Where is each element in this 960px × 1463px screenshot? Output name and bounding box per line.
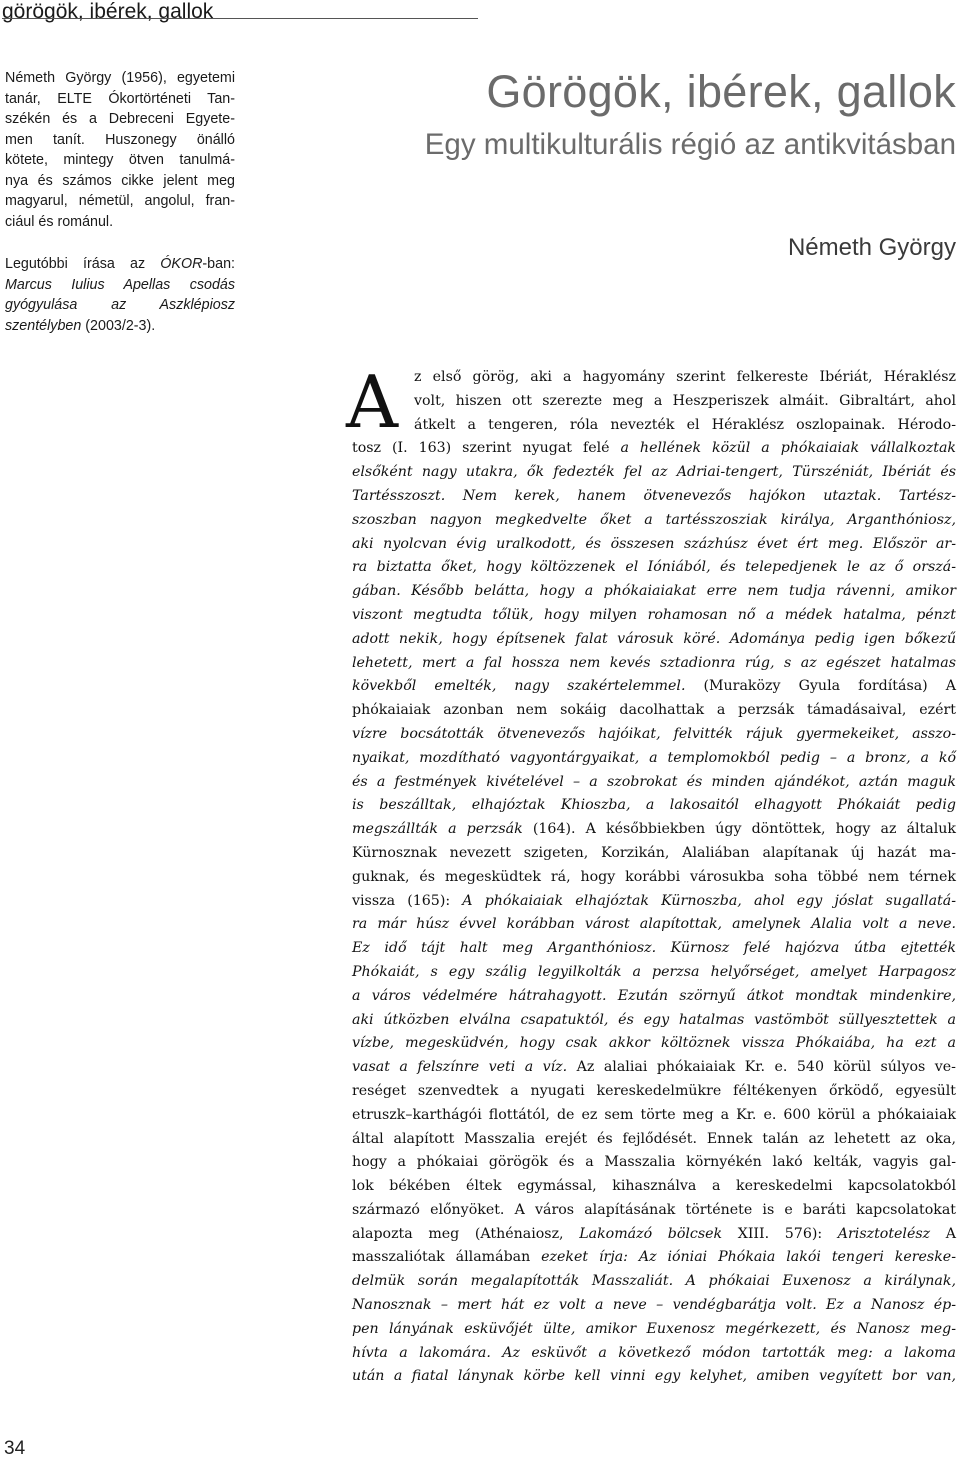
latest-article-title: Marcus Iulius Apellas csodás gyógyulása az Aszklépiosz szentélyben <box>5 276 235 334</box>
body-line: is beszálltak, elhajóztak Khioszba, a lakosaitól elhagyott Phókaiát pedig <box>352 797 956 814</box>
body-line: Tartésszoszt. Nem kerek, hanem ötvenevezős hajókon utaztak. Tartész- <box>352 487 956 504</box>
body-line: ra biztatta őket, hogy költözzenek el Ióniából, és telepedjenek le az ő orszá- <box>352 559 956 576</box>
article-body <box>346 360 957 1389</box>
body-line: reséget szenvedtek a nyugati kereskedelmükre féltékenyen őrködő, egyesült <box>352 1082 956 1099</box>
body-line: Phókaiát, s egy szálig legyilkolták a perzsa helyőrséget, amelyet Harpagosz <box>352 963 956 980</box>
body-line: Nanosznak – mert hát ez volt a neve – vendégbarátja volt. Ez a Nanosz ép- <box>352 1297 956 1314</box>
article-title: Görögök, ibérek, gallok <box>486 66 956 117</box>
body-line: gában. Később belátta, hogy a phókaiaiakat erre nem tudja rávenni, amikor <box>352 583 956 600</box>
body-line: aki nyolcvan évig uralkodott, és összesen százhúsz évet ért meg. Először ar- <box>352 535 956 552</box>
latest-suffix: (2003/2-3). <box>81 317 156 334</box>
body-line: adott nekik, hogy építsenek falat városuk köré. Adománya pedig igen bőkezű <box>352 630 956 647</box>
bio-line: tanár, ELTE Ókortörténeti Tan- <box>5 90 235 107</box>
journal-name: ÓKOR <box>160 256 203 272</box>
body-line: alapozta meg (Athénaiosz, Lakomázó bölcsek XIII. 576): Arisztotelész A <box>352 1225 956 1242</box>
body-line: lehetett, mert a fal hossza nem kevés sztadionra rúg, s az egészet hatalmas <box>352 654 956 671</box>
body-line: z első görög, aki a hagyomány szerint felkereste Ibériát, Héraklész <box>414 369 956 385</box>
bio-line: nya és számos cikke jelent meg <box>5 172 235 189</box>
bio-line: kötete, mintegy ötven tanulmá- <box>5 152 235 168</box>
bio-line: Németh György (1956), egyetemi <box>5 70 235 86</box>
author-bio <box>5 68 235 232</box>
body-line: masszaliótak államában ezeket írja: Az ióniai Phókaia lakói tengeri kereske- <box>352 1249 956 1266</box>
body-line: elsőként nagy utakra, ők fedezték fel az Adriai-tengert, Türszéniát, Ibériát és <box>352 464 956 481</box>
body-line: a város védelmére hátrahagyott. Ezután szörnyű átkot mondtak mindenkire, <box>352 987 956 1004</box>
body-line: Kürnosznak nevezett szigeten, Korzikán, Alaliában alapítanak új hazát ma- <box>352 844 956 861</box>
body-line: nyaikat, mozdítható vagyontárgyaikat, a templomokból pedig – a bronz, a kő <box>352 749 956 766</box>
body-line: delmük során megalapították Masszaliát. A phókaiai Euxenosz a királynak, <box>352 1273 956 1290</box>
body-line: kövekből emelték, nagy szakértelemmel. (Muraközy Gyula fordítása) A <box>352 678 956 695</box>
body-line: hogy a phókaiai görögök és a Masszalia környékén lakó kelták, vagyis gal- <box>352 1154 956 1171</box>
body-line: után a fiatal lánynak körbe kell vinni egy kelyhet, amiben vegyített bor van, <box>352 1368 956 1385</box>
body-line: szoszban nagyon megkedvelte őket a tartésszosziak királya, Arganthóniosz, <box>352 511 956 528</box>
running-head: görögök, ibérek, gallok <box>2 0 214 23</box>
body-line: által alapított Masszalia erejét és fejlődését. Ennek talán az lehetett az oka, <box>352 1130 956 1147</box>
body-line: vissza (165): A phókaiaiak elhajóztak Kürnoszba, ahol egy jóslat sugallatá- <box>352 892 956 909</box>
body-line: vízbe, megesküdvén, hogy csak akkor költöznek vissza Phókaiába, ha ezt a <box>352 1035 956 1052</box>
article-subtitle: Egy multikulturális régió az antikvitásban <box>424 128 956 161</box>
article-author: Németh György <box>787 234 956 261</box>
body-line: és a festmények kivételével – a szobrokat és minden ajándékot, aztán maguk <box>352 773 956 790</box>
author-sidebar <box>5 68 235 336</box>
header-rule <box>2 18 478 19</box>
bio-line: ciául és románul. <box>5 213 114 230</box>
body-line: pen lányának esküvőjét ülte, amikor Euxenosz megérkezett, és Nanosz meg- <box>352 1320 956 1337</box>
body-line: tosz (I. 163) szerint nyugat felé a hellének közül a phókaiaiak vállalkoztak <box>352 440 956 457</box>
page-number: 34 <box>4 1438 26 1459</box>
bio-line: magyarul, németül, angolul, fran- <box>5 193 235 209</box>
body-line: ra már húsz évvel korábban várost alapítottak, amelynek Alalia volt a neve. <box>352 916 956 933</box>
body-line: vízre bocsátották ötvenevezős hajóikat, felvitték rájuk gyermekeiket, asszo- <box>352 725 956 742</box>
body-line: Ez idő tájt halt meg Arganthóniosz. Kürnosz felé hajózva útba ejtették <box>352 940 956 957</box>
drop-cap: A <box>346 360 398 444</box>
body-line: etruszk–karthágói flottától, de ez sem törte meg a Kr. e. 600 körül a phókaiaiak <box>352 1106 956 1123</box>
body-line: vasat a felszínre veti a víz. Az alaliai phókaiaiak Kr. e. 540 körül súlyos ve- <box>352 1059 956 1076</box>
latest-prefix: Legutóbbi írása az <box>5 256 161 272</box>
body-line: megszállták a perzsák (164). A későbbiekben úgy döntöttek, hogy az általuk <box>352 821 957 838</box>
body-line: aki útközben elválna csapatuktól, és egy hatalmas vastömböt süllyesztettek a <box>352 1011 956 1028</box>
latest-mid: -ban: <box>202 256 235 272</box>
body-line: hívta a lakomára. Az esküvőt a következő módon tartották meg: a lakoma <box>352 1344 956 1361</box>
body-line: viszont megtudta tőlük, hogy milyen rohamosan nő a médek hatalma, pénzt <box>352 606 956 623</box>
body-line: lok békében éltek egymással, kihasználva a kereskedelmi kapcsolatokból <box>352 1178 956 1195</box>
body-line: phókaiaiak azonban nem sokáig dacolhattak a perzsák támadásaival, ezért <box>352 702 956 719</box>
body-line: származó előnyöket. A város alapításának története is e baráti kapcsolatokat <box>352 1201 956 1218</box>
latest-article-note <box>5 254 235 336</box>
body-line: volt, hiszen ott szerezte meg a Heszperiszek almáit. Gibraltárt, ahol <box>414 392 956 409</box>
bio-line: székén és a Debreceni Egyete- <box>5 111 235 127</box>
body-line: guknak, és megesküdtek rá, hogy korábbi városukba soha többé nem térnek <box>352 868 956 885</box>
body-line: átkelt a tengeren, róla nevezték el Héraklész oszlopainak. Hérodo- <box>414 416 956 433</box>
bio-line: men tanít. Huszonegy önálló <box>5 131 235 148</box>
